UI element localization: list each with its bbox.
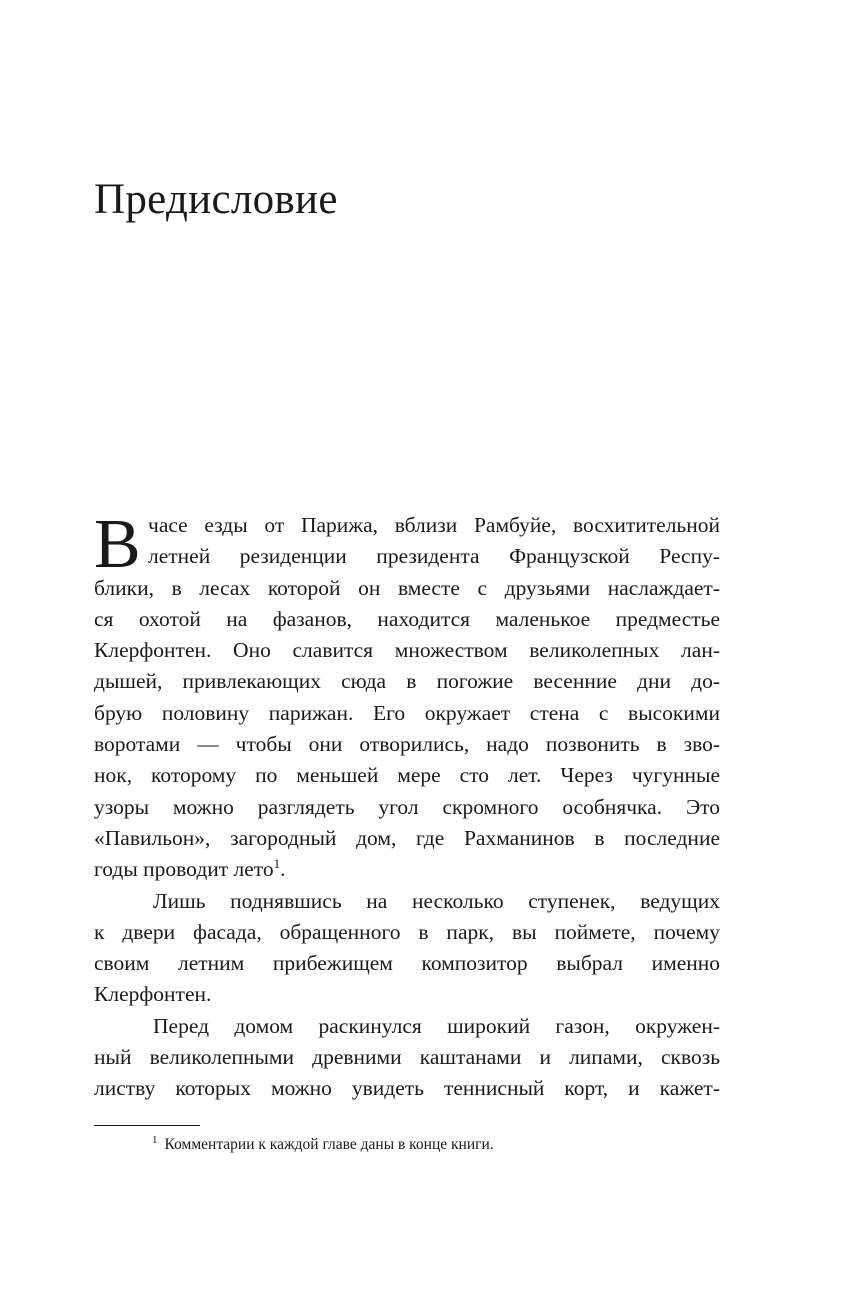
text-line: брую половину парижан. Его окружает стена с высокими [94, 700, 720, 725]
footnote-divider [94, 1125, 200, 1126]
text-line: своим летним прибежищем композитор выбрал именно [94, 951, 720, 976]
text-line: дышей, привлекающих сюда в погожие весенние дни до- [94, 669, 720, 694]
text-fragment: годы проводит лето [94, 857, 274, 882]
body-text [94, 506, 720, 1105]
text-line: к двери фасада, обращенного в парк, вы поймете, почему [94, 919, 720, 944]
text-fragment: . [280, 857, 286, 882]
footnote-reference[interactable]: 1 [273, 856, 281, 872]
text-line: Клерфонтен. Оно славится множеством великолепных лан- [94, 638, 720, 663]
text-line: Клерфонтен. [94, 982, 212, 1007]
text-line: Лишь поднявшись на несколько ступенек, ведущих [153, 888, 720, 913]
text-line: блики, в лесах которой он вместе с друзьями наслаждает- [94, 575, 720, 600]
text-line: узоры можно разглядеть угол скромного особнячка. Это [94, 794, 720, 819]
paragraph-1 [94, 506, 720, 886]
drop-cap: В [94, 506, 141, 583]
text-line: листву которых можно увидеть теннисный корт, и кажет- [94, 1076, 720, 1101]
paragraph-3 [94, 1011, 720, 1105]
text-line: воротами — чтобы они отворились, надо позвонить в зво- [94, 732, 720, 757]
text-line: часе езды от Парижа, вблизи Рамбуйе, восхитительной [148, 513, 720, 537]
footnote-number: 1 [152, 1133, 158, 1146]
text-line: летней резиденции президента Французской Респу- [148, 544, 720, 569]
footnote-text: Комментарии к каждой главе даны в конце книги. [164, 1136, 494, 1153]
text-line: Перед домом раскинулся широкий газон, окружен- [153, 1013, 720, 1038]
text-line: ся охотой на фазанов, находится маленькое предместье [94, 606, 720, 631]
text-line: ный великолепными древними каштанами и липами, сквозь [94, 1045, 720, 1070]
paragraph-2 [94, 886, 720, 1011]
chapter-title: Предисловие [94, 176, 338, 223]
text-line [94, 854, 720, 885]
footnote [152, 1133, 494, 1157]
text-line: «Павильон», загородный дом, где Рахманинов в последние [94, 825, 720, 850]
text-line: нок, которому по меньшей мере сто лет. Через чугунные [94, 763, 720, 788]
